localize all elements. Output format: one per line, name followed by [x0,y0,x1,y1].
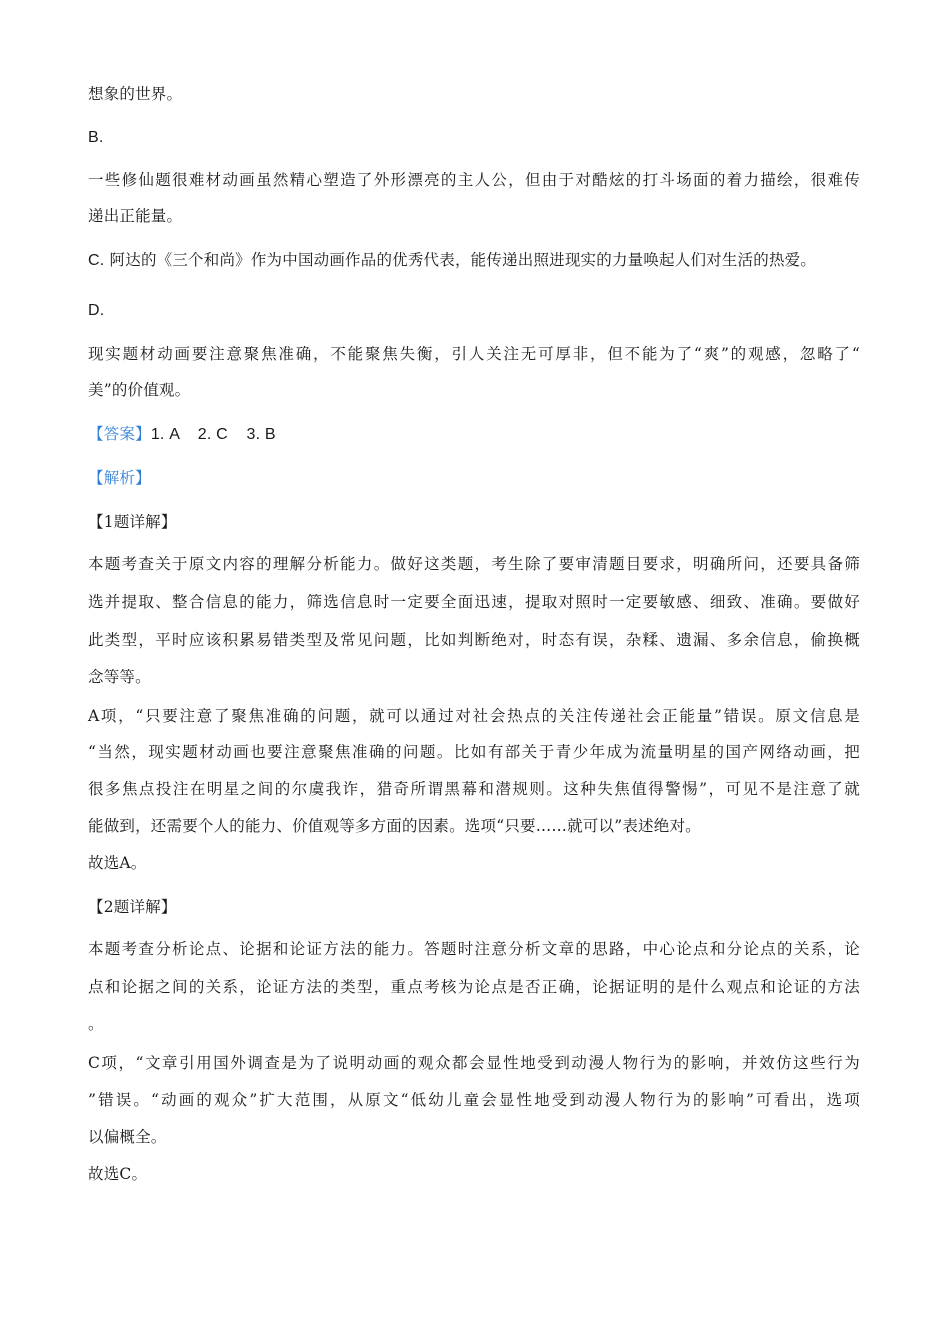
q2-p1-line-2: 点和论据之间的关系，论证方法的类型，重点考核为论点是否正确，论据证明的是什么观点和论证的方法 [88,978,860,996]
option-b-text-line-1: 一些修仙题很难材动画虽然精心塑造了外形漂亮的主人公，但由于对酷炫的打斗场面的着力描绘，很难传 [88,171,860,189]
option-d-text-line-2: 美”的价值观。 [88,381,191,399]
option-a-tail: 想象的世界。 [88,85,183,103]
q2-choice: 故选C。 [88,1165,148,1183]
answer-text: 1. A 2. C 3. B [150,426,276,443]
option-c [88,250,816,271]
q1-p1-line-3: 此类型，平时应该积累易错类型及常见问题，比如判断绝对，时态有误，杂糅、遗漏、多余信息，偷换概 [88,631,860,649]
answer-line [88,424,276,445]
q1-p1-line-4: 念等等。 [88,668,151,686]
q1-p2-line-4: 能做到，还需要个人的能力、价值观等多方面的因素。选项“只要……就可以”表述绝对。 [88,817,701,835]
q2-p1-line-3: 。 [88,1015,104,1033]
q1-p2-line-3: 很多焦点投注在明星之间的尔虞我诈，猎奇所谓黑幕和潜规则。这种失焦值得警惕”，可见不是注意了就 [88,780,860,798]
q2-p2-line-2: ”错误。“动画的观众”扩大范围，从原文“低幼儿童会显性地受到动漫人物行为的影响”可看出，选项 [88,1091,860,1109]
q2-p2-line-1: C项，“文章引用国外调查是为了说明动画的观众都会显性地受到动漫人物行为的影响，并效仿这些行为 [88,1054,860,1072]
q1-choice: 故选A。 [88,854,147,872]
q1-p2-line-1: A项，“只要注意了聚焦准确的问题，就可以通过对社会热点的关注传递社会正能量”错误。原文信息是 [88,707,860,725]
q2-heading: 【2题详解】 [88,898,177,916]
option-d-label: D. [88,302,105,319]
q1-p1-line-2: 选并提取、整合信息的能力，筛选信息时一定要全面迅速，提取对照时一定要敏感、细致、准确。要做好 [88,593,860,611]
option-b-label: B. [88,129,104,146]
q2-p1-line-1: 本题考查分析论点、论据和论证方法的能力。答题时注意分析文章的思路，中心论点和分论点的关系，论 [88,940,860,958]
q1-p1-line-1: 本题考查关于原文内容的理解分析能力。做好这类题，考生除了要审清题目要求，明确所问，还要具备筛 [88,555,860,573]
q2-p2-line-3: 以偏概全。 [88,1128,167,1146]
q1-heading: 【1题详解】 [88,513,177,531]
analysis-label: 【解析】 [88,469,151,487]
option-c-text: 阿达的《三个和尚》作为中国动画作品的优秀代表，能传递出照进现实的力量唤起人们对生活的热爱。 [109,251,817,269]
option-d-text-line-1: 现实题材动画要注意聚焦准确，不能聚焦失衡，引人关注无可厚非，但不能为了“爽”的观感，忽略了“ [88,345,860,363]
option-b-text-line-2: 递出正能量。 [88,207,183,225]
option-c-label: C. [88,252,105,269]
q1-p2-line-2: “当然，现实题材动画也要注意聚焦准确的问题。比如有部关于青少年成为流量明星的国产网络动画，把 [88,743,860,761]
answer-label: 【答案】 [88,425,151,443]
